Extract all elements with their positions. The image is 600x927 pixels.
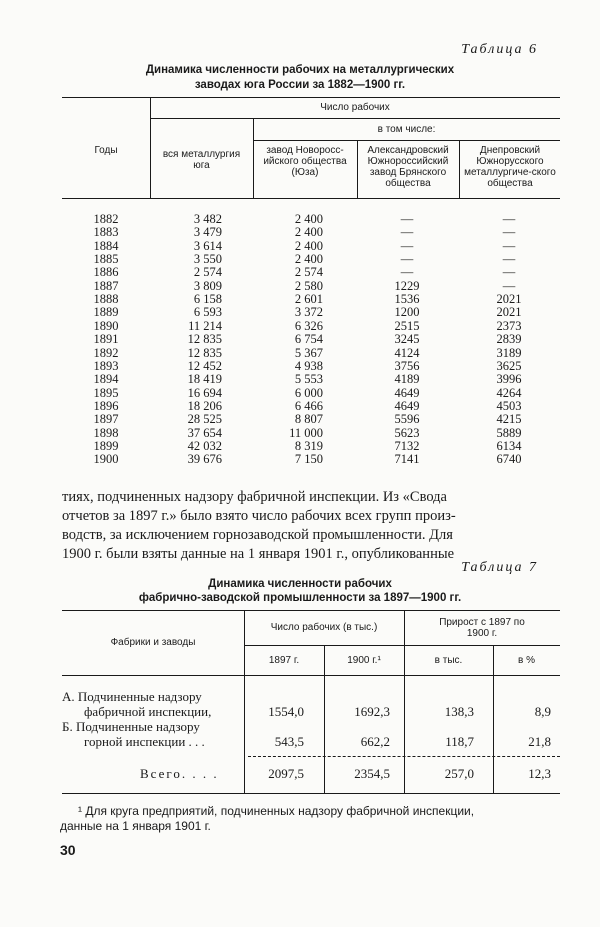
table6-header-bottom-rule [62,198,560,199]
table6-cell-all: 3 809 [193,278,222,293]
table6-cell-alex: 4649 [394,385,420,400]
table6-cell-all: 3 482 [193,212,222,226]
table6-cell-novoros: 2 601 [294,292,323,307]
table6-cell-alex: — [400,225,414,240]
table6-cell-dnepr: 6134 [496,438,522,453]
paragraph-line: тиях, подчиненных надзору фабричной инспекции. Из «Свода [62,489,447,505]
table6-cell-all: 28 525 [187,412,222,427]
paragraph-line: отчетов за 1897 г.» было взято число рабочих всех групп произ- [62,508,456,524]
table6-divider [459,140,460,198]
table6-cell-dnepr: 4503 [496,398,522,413]
table6-cell-novoros: 6 754 [294,332,323,347]
table6-cell-alex: 5596 [394,412,420,427]
table6-cell-year: 1896 [93,398,119,413]
table6-cell-year: 1891 [93,332,119,347]
table6-cell-all: 2 574 [193,265,222,280]
table6-cell-all: 3 614 [193,238,222,253]
table6-cell-year: 1882 [93,212,119,226]
table7-caption-line1: Динамика численности рабочих [208,578,392,590]
table6-cell-alex: 4189 [394,372,420,387]
table6-cell-novoros: 8 319 [294,438,323,453]
table7-total-1900: 2354,5 [354,766,390,781]
table7-rowB-label-line1: Б. Подчиненные надзору [62,719,200,734]
table6-header-years: Годы [94,145,118,156]
table6-cell-year: 1893 [93,358,119,373]
table7-rowB-label-line2: горной инспекции . . . [84,734,205,749]
table6-cell-alex: — [400,265,414,280]
paragraph-line: водств, за исключением горнозаводской промышленности. Для [62,527,453,543]
table6-header-dnepr: Днепровский Южнорусского металлургиче-ского общества [464,145,556,189]
table6-cell-dnepr: 2021 [496,292,522,307]
table6-cell-dnepr: — [502,278,516,293]
table7-header-factories: Фабрики и заводы [110,637,196,648]
table6-header-alex: Александровский Южнороссийский завод Брянского общества [367,145,449,189]
table6-cell-dnepr: — [502,265,516,280]
table6-cell-year: 1892 [93,345,119,360]
table6-including-rule [253,140,560,141]
table7-header-1900: 1900 г.¹ [347,655,381,666]
table7-rowA-label-line2: фабричной инспекции, [84,704,212,719]
table6-cell-all: 18 419 [187,372,222,387]
table7-total-1897: 2097,5 [268,766,304,781]
table6-cell-year: 1890 [93,318,119,333]
table6-cell-dnepr: 5889 [496,425,522,440]
table6-cell-dnepr: — [502,238,516,253]
table7-divider [404,610,405,793]
table6-cell-dnepr: 3625 [496,358,522,373]
table7-header-1897: 1897 г. [268,655,300,666]
table6-cell-dnepr: — [502,212,516,226]
table6-cell-novoros: 8 807 [294,412,323,427]
table6-cell-year: 1889 [93,305,119,320]
table6-cell-alex: — [400,252,414,267]
table6-cell-alex: 1200 [394,305,420,320]
table6-cell-all: 11 214 [188,318,222,333]
table7-top-rule [62,610,560,611]
paragraph-line: 1900 г. были взяты данные на 1 января 1901 г., опубликованные [62,546,455,562]
table6-cell-all: 39 676 [187,452,222,467]
table6-cell-year: 1884 [93,238,119,253]
table6-cell-novoros: 2 400 [294,238,323,253]
table7-rowA-1897: 1554,0 [268,704,304,719]
table6-cell-year: 1885 [93,252,119,267]
table6-workers-rule [150,118,560,119]
table6-cell-all: 42 032 [187,438,222,453]
table6-cell-novoros: 5 367 [294,345,323,360]
table6-cell-dnepr: 2021 [496,305,522,320]
table6-cell-alex: 7141 [394,452,420,467]
table6-header-novoros: завод Новоросс-ийского общества (Юза) [263,145,347,178]
table6-cell-novoros: 4 938 [294,358,323,373]
table6-cell-dnepr: 2373 [496,318,522,333]
table6-cell-dnepr: 3996 [496,372,522,387]
table6-header-all: вся металлургия юга [162,149,241,171]
table7-rowB-1900: 662,2 [360,734,390,749]
table6-cell-year: 1883 [93,225,119,240]
table7-header-bottom-rule [62,675,560,676]
table6-caption-line2: заводах юга России за 1882—1900 гг. [194,79,406,91]
table6-cell-all: 6 593 [193,305,222,320]
table6-cell-novoros: 2 400 [294,225,323,240]
table6-caption-line1: Динамика численности рабочих на металлургических [145,64,455,76]
table6-cell-year: 1886 [93,265,119,280]
table6-cell-year: 1900 [93,452,119,467]
table6-cell-novoros: 7 150 [294,452,323,467]
footnote-line1: ¹ Для круга предприятий, подчиненных надзору фабричной инспекции, [78,804,475,818]
table7-bottom-rule [62,793,560,794]
table6-cell-year: 1898 [93,425,119,440]
table6-cell-alex: — [400,212,414,226]
table7-header-percent: в % [518,655,535,666]
table6-cell-year: 1897 [93,412,119,427]
table6-cell-all: 16 694 [187,385,222,400]
table6-cell-dnepr: 6740 [496,452,522,467]
table6-cell-dnepr: 4215 [496,412,522,427]
table6-cell-novoros: 6 466 [294,398,323,413]
table6-cell-novoros: 2 400 [294,252,323,267]
table6-cell-dnepr: — [502,252,516,267]
table6-cell-novoros: 2 574 [294,265,323,280]
table6-cell-alex: 1229 [394,278,420,293]
table6-cell-alex: 2515 [394,318,420,333]
table6-cell-dnepr: 2839 [496,332,522,347]
table7-header-growth: Прирост с 1897 по 1900 г. [439,617,525,639]
table6-cell-all: 37 654 [187,425,222,440]
table6-cell-alex: 4649 [394,398,420,413]
table6-cell-all: 18 206 [187,398,222,413]
table6-cell-novoros: 6 000 [294,385,323,400]
table6-cell-dnepr: — [502,225,516,240]
table6-cell-dnepr: 4264 [496,385,522,400]
table7-rowB-pct: 21,8 [528,734,551,749]
table6-header-including: в том числе: [377,124,436,135]
table6-cell-novoros: 2 400 [294,212,323,226]
table7-total-pct: 12,3 [528,766,551,781]
table7-rowA-thous: 138,3 [444,704,474,719]
table6-cell-novoros: 5 553 [294,372,323,387]
table6-cell-novoros: 2 580 [294,278,323,293]
table6-cell-all: 3 479 [193,225,222,240]
table6-cell-all: 12 835 [187,332,222,347]
table6-divider [357,140,358,198]
table7-header-thous: в тыс. [434,655,463,666]
table6-cell-year: 1894 [93,372,119,387]
table6-cell-novoros: 6 326 [294,318,323,333]
table7-total-label: Всего. . . . [140,766,219,781]
table6-cell-novoros: 11 000 [289,425,323,440]
footnote-line2: данные на 1 января 1901 г. [60,819,211,833]
table6-cell-alex: 4124 [394,345,420,360]
table7-caption-line2: фабрично-заводской промышленности за 1897—1900 гг. [138,592,462,604]
table7-divider [244,610,245,793]
table6-cell-all: 3 550 [193,252,222,267]
table6-cell-year: 1895 [93,385,119,400]
table6-cell-year: 1887 [93,278,119,293]
table7-subheader-rule [244,645,560,646]
table7-rowB-1897: 543,5 [274,734,304,749]
table7-label: Таблица 7 [461,560,538,575]
table6-cell-dnepr: 3189 [496,345,522,360]
table6-header-workers: Число рабочих [320,102,390,113]
table7-total-thous: 257,0 [444,766,474,781]
table6-cell-all: 12 452 [187,358,222,373]
table6-cell-all: 12 835 [187,345,222,360]
table6-cell-alex: 3245 [394,332,420,347]
table6-cell-all: 6 158 [193,292,222,307]
table6-cell-novoros: 3 372 [294,305,323,320]
table6-cell-year: 1899 [93,438,119,453]
table6-cell-alex: 1536 [394,292,420,307]
table6-top-rule [62,97,560,98]
table7-header-workers: Число рабочих (в тыс.) [270,622,378,633]
page-number: 30 [60,842,76,858]
table6-cell-alex: 7132 [394,438,420,453]
table6-cell-year: 1888 [93,292,119,307]
table6-label: Таблица 6 [461,42,538,57]
table7-rowB-thous: 118,7 [445,734,474,749]
table6-cell-alex: 5623 [394,425,420,440]
table6-cell-alex: 3756 [394,358,420,373]
table7-rowA-pct: 8,9 [534,704,551,719]
table7-rowA-1900: 1692,3 [354,704,390,719]
table6-cell-alex: — [400,238,414,253]
table7-rowA-label-line1: А. Подчиненные надзору [62,689,202,704]
